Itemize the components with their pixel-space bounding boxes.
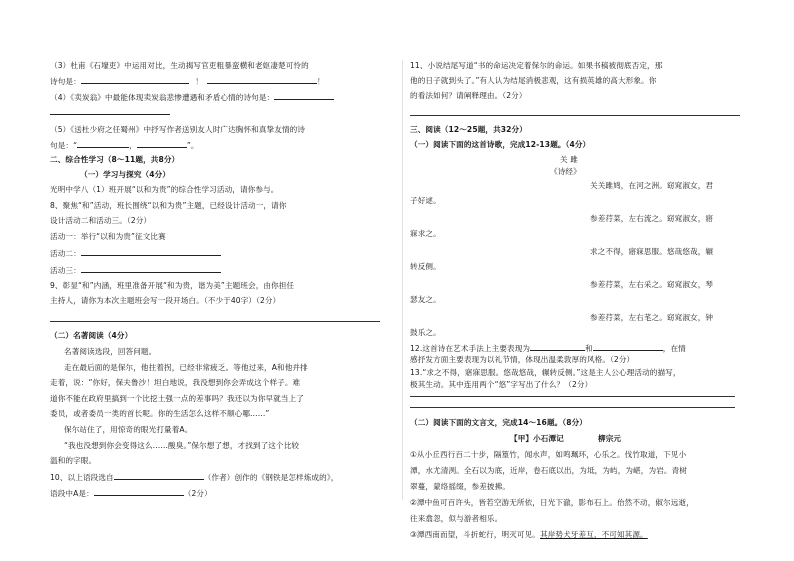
answer-blank[interactable] (81, 264, 221, 273)
activity-1: 活动一：举行“以和为贵”征文比赛 (50, 232, 166, 241)
passage-line: 保尔站住了，用惊奇的眼光打量着A。 (64, 425, 193, 434)
answer-line[interactable] (410, 407, 735, 408)
question-8: 8、聚焦“和”活动，班长围绕“以和为贵”主题，已经设计活动一，请你 (50, 201, 287, 210)
question-3: （3）杜甫《石壕吏》中运用对比，生动揭写官吏粗暴蛮横和老妪凄楚可怜的 (50, 61, 309, 70)
answer-blank[interactable] (137, 139, 187, 148)
question-10: 10、以上语段选自 （作者）创作的《钢铁是怎样炼成的》， (50, 473, 339, 482)
answer-blank[interactable] (593, 342, 663, 351)
answer-blank[interactable] (530, 342, 585, 351)
poem-line: 参差荇菜，左右流之。窈窕淑女，寤 (590, 214, 714, 223)
answer-blank[interactable] (50, 106, 170, 115)
question-5: （5）《送杜少府之任蜀州》中抒写作者送别友人时广达胸怀和真挚友情的诗 (50, 125, 306, 134)
section-2-heading: 二、综合性学习（8～11题，共8分） (50, 155, 180, 164)
column-divider (402, 60, 403, 500)
poem-title: 关 雎 (560, 155, 578, 164)
answer-blank[interactable] (114, 471, 204, 480)
classical-text-line: 往来翕忽，似与游者相乐。 (410, 514, 503, 523)
passage-line: 道你不能在政府里搞到一个比挖土强一点的差事吗？我还以为你早就当上了 (50, 394, 304, 403)
question-11-cont: 的看法如何？请阐释理由。（2分） (410, 91, 527, 100)
subsection-1-heading: （一）阅读下面的这首诗歌，完成12-13题。（4分） (410, 140, 591, 149)
question-12-cont: 感抒发方面主要表现为以礼节情，体现出温柔敦厚的风格。（2分） (410, 355, 635, 364)
question-4: （4）《卖炭翁》中最能体现卖炭翁悲惨遭遇和矛盾心情的诗句是： (50, 91, 334, 103)
answer-blank[interactable] (81, 75, 189, 84)
poem-line: 子好逑。 (410, 196, 441, 205)
question-5-answer: 句是：“ ， ”。 (50, 141, 199, 150)
question-10-cont: 语段中A是： （2分） (50, 489, 212, 498)
section-3-heading: 三、阅读（12～25题，共32分） (410, 125, 527, 134)
poem-line: 求之不得，寤寐思服。悠哉悠哉，辗 (590, 247, 714, 256)
classical-text-line: 潭，水尤清洌。全石以为底，近岸，卷石底以出，为坻，为屿，为嵁，为岩。青树 (410, 466, 687, 475)
answer-blank[interactable] (77, 139, 129, 148)
poem-source: 《诗经》 (550, 167, 581, 176)
poem-line: 关关雎鸠，在河之洲。窈窕淑女，君 (590, 181, 714, 190)
poem-line: 参差荇菜，左右芼之。窈窕淑女，钟 (590, 313, 714, 322)
question-9-cont: 主持人，请你为本次主题班会写一段开场白。（不少于40字）（2分） (50, 296, 281, 305)
classical-text-line: ①从小丘西行百二十步，隔篁竹，闻水声，如鸣珮环，心乐之。伐竹取道，下见小 (410, 450, 687, 459)
passage-line: 走着，说：“你好，保夫鲁沙！坦白地说，我没想到你会弄成这个样子。难 (50, 378, 301, 387)
question-11: 11、小说结尾写道“书的命运决定着保尔的命运。如果书稿被彻底否定，那 (410, 61, 663, 70)
answer-line[interactable] (410, 396, 735, 397)
activity-2: 活动二： (50, 247, 221, 259)
answer-blank[interactable] (274, 91, 334, 100)
subsection-2-heading: （二）阅读下面的文言文，完成14～16题。（8分） (410, 418, 587, 427)
classical-text-line: ②潭中鱼可百许头，皆若空游无所依，日光下澈，影布石上。佁然不动，俶尔远逝， (410, 498, 694, 507)
passage-line: 走在最后面的是保尔，他拄着拐，已经非常疲乏。等他过来，A和他并排 (64, 363, 308, 372)
poem-line: 转反侧。 (410, 262, 441, 271)
poem-line: 瑟友之。 (410, 295, 441, 304)
subsection-2-heading: （二）名著阅读（4分） (50, 331, 133, 340)
passage-line: 温和的字眼。 (50, 456, 97, 465)
activity-3: 活动三： (50, 264, 221, 276)
classical-text-line: 翠蔓，蒙络摇缀，参差披拂。 (410, 482, 511, 491)
reading-prompt: 名著阅读选段，回答问题。 (64, 347, 157, 356)
answer-line[interactable] (410, 115, 740, 116)
question-12: 12.这首诗在艺术手法上主要表现为 和 ，在情 (410, 344, 686, 353)
activity-intro: 光明中学八（1）班开展“以和为贵”的综合性学习活动，请你参与。 (50, 185, 279, 194)
question-8-cont: 设计活动二和活动三。（2分） (50, 216, 152, 225)
answer-blank[interactable] (207, 75, 317, 84)
answer-line[interactable] (50, 321, 380, 322)
question-9: 9、彰显“和”内涵，班里准备开展“和为贵，谐为美”主题班会，由你担任 (50, 281, 295, 290)
subsection-1-heading: （一）学习与探究（4分） (80, 170, 171, 179)
text-title: 【甲】小石潭记 (510, 434, 564, 443)
poem-line: 鼓乐之。 (410, 328, 441, 337)
passage-line: 委员，或者委员一类的首长呢。你的生活怎么这样不顺心哪……” (50, 409, 270, 418)
answer-blank[interactable] (81, 247, 221, 256)
classical-text-line: ③潭西南而望，斗折蛇行，明灭可见。其岸势犬牙差互，不可知其源。 (410, 530, 648, 539)
underlined-sentence: 其岸势犬牙差互，不可知其源。 (540, 530, 648, 539)
question-3-answer: 诗句是： ！ ！ (50, 77, 325, 86)
poem-line: 寐求之。 (410, 229, 441, 238)
poem-line: 参差荇菜，左右采之。窈窕淑女，琴 (590, 280, 714, 289)
question-4-answer (50, 106, 170, 118)
question-13-cont: 极其生动。其中连用两个“悠”字写出了什么？（2分） (410, 380, 593, 389)
text-author: 柳宗元 (598, 434, 622, 443)
question-11-cont: 他的日子就到头了。”有人认为结尾消极悲观，这有损英雄的高大形象。你 (410, 76, 657, 85)
answer-blank[interactable] (94, 487, 184, 496)
question-13: 13.“求之不得，寤寐思服。悠哉悠哉，辗转反侧。”这是主人公心理活动的描写， (410, 368, 681, 377)
passage-line: “我也没想到你会变得这么……酸臭。”保尔想了想，才找到了这个比较 (64, 441, 300, 450)
